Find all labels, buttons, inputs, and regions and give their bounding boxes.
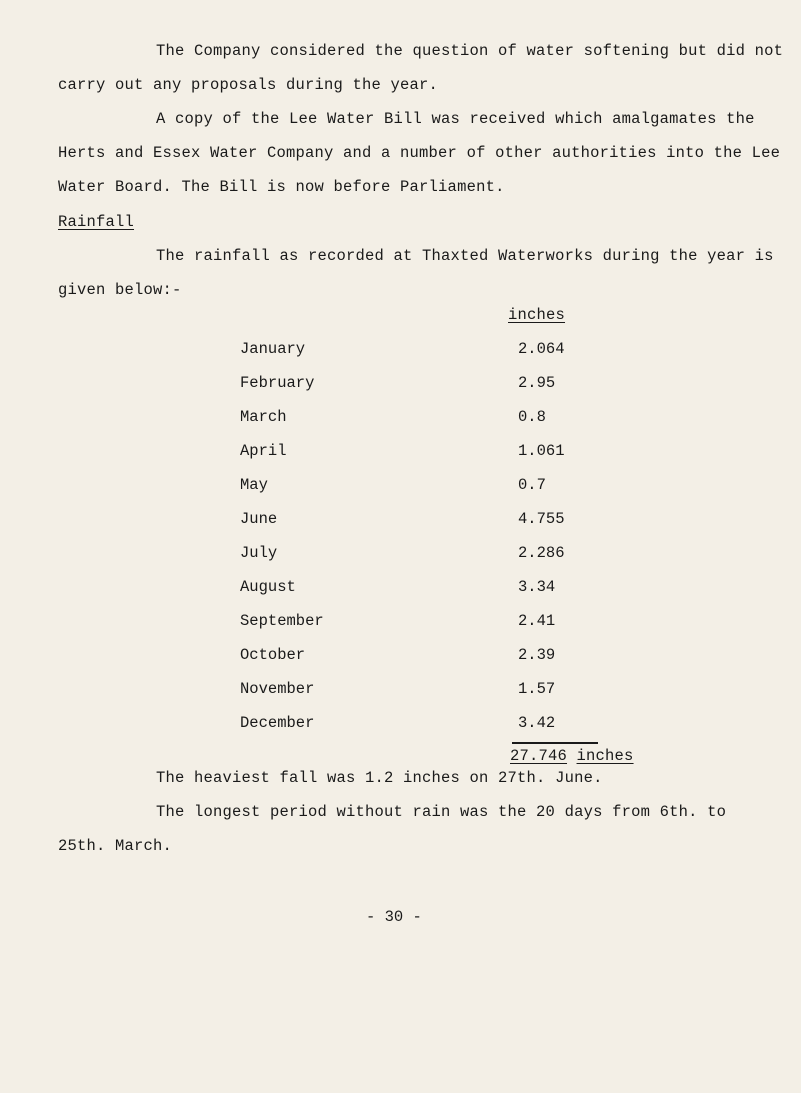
- paragraph-water-bill-line-1: A copy of the Lee Water Bill was received which amalgamates the: [156, 110, 755, 128]
- rainfall-intro-line-1: The rainfall as recorded at Thaxted Waterworks during the year is: [156, 247, 774, 265]
- longest-dry-period-line-2: 25th. March.: [58, 837, 173, 855]
- table-row: [0, 646, 801, 666]
- table-row: [0, 544, 801, 564]
- month-label: January: [240, 340, 306, 358]
- month-label: September: [240, 612, 324, 630]
- rainfall-value: 3.34: [518, 578, 556, 596]
- month-label: May: [240, 476, 268, 494]
- month-label: February: [240, 374, 315, 392]
- table-row: [0, 578, 801, 598]
- rainfall-value: 1.57: [518, 680, 556, 698]
- table-unit-header: inches: [508, 306, 566, 324]
- table-row: [0, 374, 801, 394]
- rainfall-value: 2.286: [518, 544, 565, 562]
- table-row: [0, 510, 801, 530]
- month-label: November: [240, 680, 315, 698]
- longest-dry-period-line-1: The longest period without rain was the 20 days from 6th. to: [156, 803, 727, 821]
- paragraph-water-bill-line-3: Water Board. The Bill is now before Parliament.: [58, 178, 505, 196]
- section-heading-rainfall: Rainfall: [58, 213, 135, 231]
- paragraph-water-softening-line-2: carry out any proposals during the year.: [58, 76, 439, 94]
- rainfall-value: 3.42: [518, 714, 556, 732]
- rainfall-intro-line-2: given below:-: [58, 281, 182, 299]
- paragraph-water-bill-line-2: Herts and Essex Water Company and a number of other authorities into the Lee: [58, 144, 781, 162]
- table-row: [0, 340, 801, 360]
- rainfall-value: 1.061: [518, 442, 565, 460]
- rainfall-value: 2.41: [518, 612, 556, 630]
- total-rule: [512, 742, 598, 744]
- rainfall-value: 2.95: [518, 374, 556, 392]
- rainfall-value: 2.39: [518, 646, 556, 664]
- table-row: [0, 714, 801, 734]
- rainfall-value: 4.755: [518, 510, 565, 528]
- table-row: [0, 612, 801, 632]
- month-label: December: [240, 714, 315, 732]
- month-label: October: [240, 646, 306, 664]
- table-row: [0, 408, 801, 428]
- rainfall-value: 2.064: [518, 340, 565, 358]
- total-value: 27.746: [510, 747, 568, 765]
- table-row: [0, 442, 801, 462]
- page-number: - 30 -: [366, 908, 422, 926]
- paragraph-water-softening-line-1: The Company considered the question of water softening but did not: [156, 42, 784, 60]
- rainfall-value: 0.8: [518, 408, 546, 426]
- month-label: July: [240, 544, 278, 562]
- month-label: March: [240, 408, 287, 426]
- table-row: [0, 476, 801, 496]
- total-unit: inches: [576, 747, 634, 765]
- total-row: [510, 747, 634, 765]
- month-label: April: [240, 442, 287, 460]
- heaviest-fall-note: The heaviest fall was 1.2 inches on 27th. June.: [156, 769, 603, 787]
- month-label: August: [240, 578, 296, 596]
- table-row: [0, 680, 801, 700]
- rainfall-value: 0.7: [518, 476, 546, 494]
- month-label: June: [240, 510, 278, 528]
